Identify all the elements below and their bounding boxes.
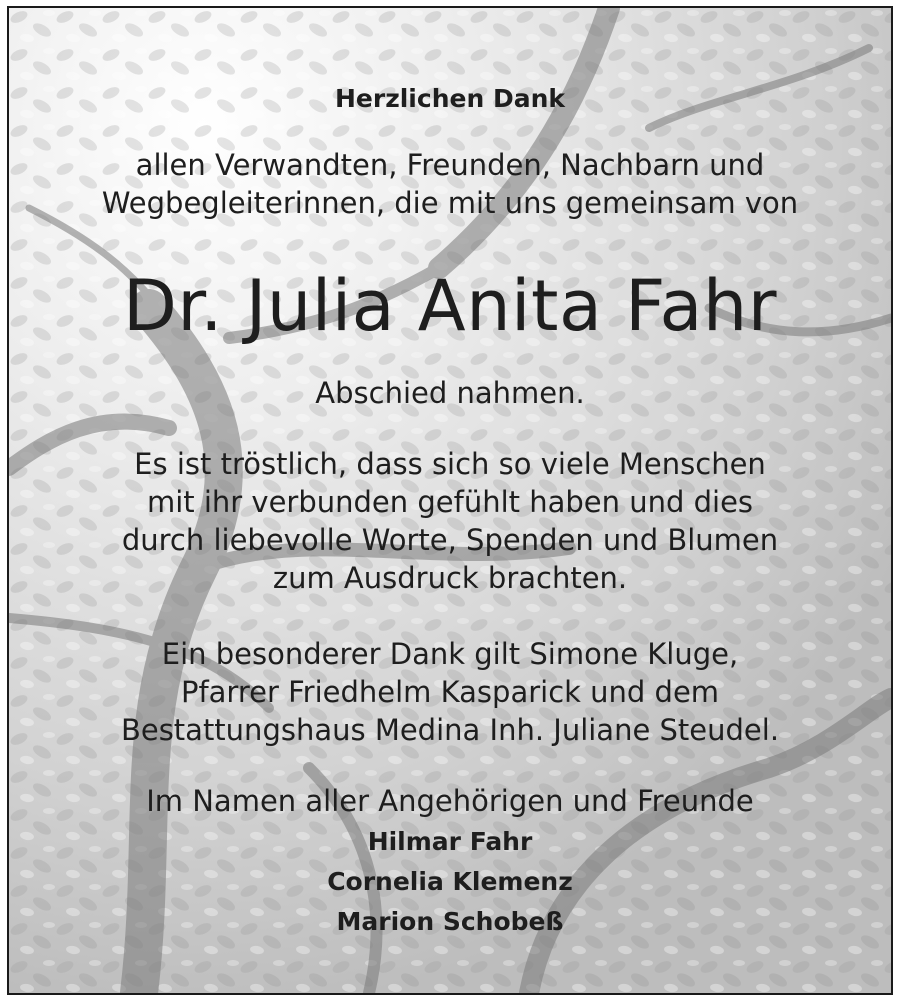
obituary-card — [7, 6, 893, 995]
heading: Herzlichen Dank — [334, 84, 566, 113]
comfort-line: zum Ausdruck brachten. — [272, 561, 628, 595]
intro-line: Wegbegleiterinnen, die mit uns gemeinsam von — [101, 186, 799, 220]
thanks-line: Bestattungshaus Medina Inh. Juliane Steudel. — [120, 713, 780, 747]
intro-paragraph — [9, 146, 891, 222]
farewell-text: Abschied nahmen. — [315, 376, 585, 410]
thanks-line: Pfarrer Friedhelm Kasparick und dem — [180, 675, 720, 709]
signers-list — [9, 822, 891, 942]
comfort-paragraph — [9, 445, 891, 597]
signoff-line: Im Namen aller Angehörigen und Freunde — [146, 784, 754, 818]
signer-name: Hilmar Fahr — [367, 827, 533, 856]
special-thanks-paragraph — [9, 635, 891, 749]
comfort-line: Es ist tröstlich, dass sich so viele Menschen — [134, 447, 766, 481]
deceased-name: Dr. Julia Anita Fahr — [123, 265, 777, 347]
obituary-text — [9, 8, 891, 993]
signer-name: Cornelia Klemenz — [327, 867, 573, 896]
comfort-line: mit ihr verbunden gefühlt haben und dies — [146, 485, 754, 519]
signer-name: Marion Schobeß — [336, 907, 564, 936]
thanks-line: Ein besonderer Dank gilt Simone Kluge, — [161, 637, 739, 671]
intro-line: allen Verwandten, Freunden, Nachbarn und — [135, 148, 765, 182]
comfort-line: durch liebevolle Worte, Spenden und Blumen — [121, 523, 779, 557]
